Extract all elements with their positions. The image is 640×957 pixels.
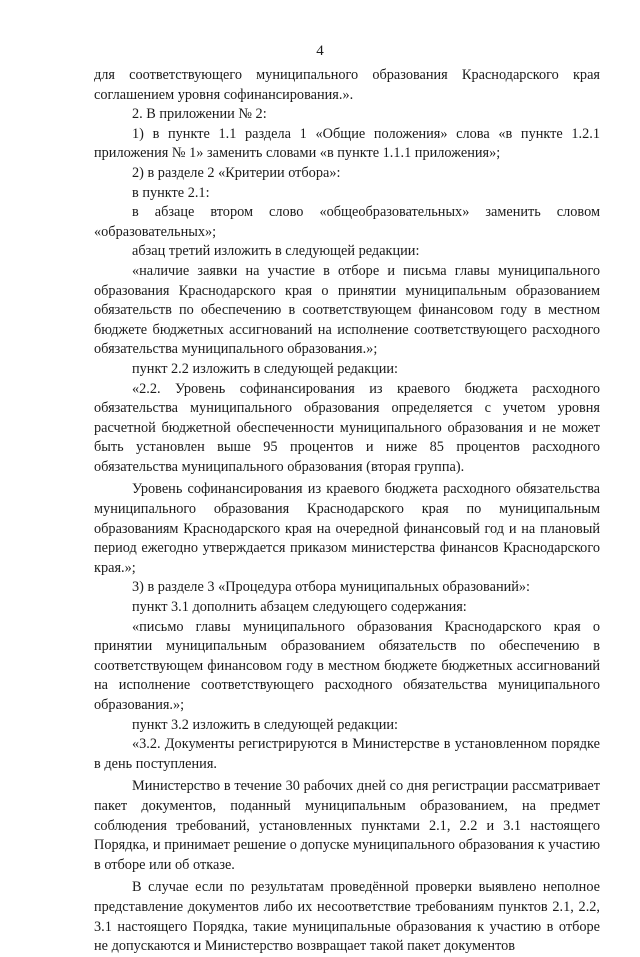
paragraph-subitem-2: 2) в разделе 2 «Критерии отбора»: <box>132 164 341 181</box>
paragraph-abzac-3-intro: абзац третий изложить в следующей редакции: <box>132 243 420 260</box>
paragraph-point-2-2-intro: пункт 2.2 изложить в следующей редакции: <box>132 360 399 377</box>
paragraph-continuation: для соответствующего муниципального образования Краснодарского края соглашением уровня софинансирования.». <box>94 67 600 103</box>
paragraph-quote-letter: «письмо главы муниципального образования Краснодарского края о принятии муниципальным образованием обязательств по обеспечению в соответствующем финансовом году в местном бюджете бюджетных ассигнований на исполнение соответствующего расходного обязательства муниципального образования.»; <box>94 618 600 713</box>
paragraph-subitem-3: 3) в разделе 3 «Процедура отбора муниципальных образований»: <box>132 579 531 596</box>
paragraph-subitem-1: 1) в пункте 1.1 раздела 1 «Общие положения» слова «в пункте 1.2.1 приложения № 1» заменить словами «в пункте 1.1.1 приложения»; <box>94 125 600 162</box>
paragraph-incomplete-documents: В случае если по результатам проведённой проверки выявлено неполное представление документов либо их несоответствие требованиям пунктов 2.1, 2.2, 3.1 настоящего Порядка, такие муниципальные образования к участию в отборе не допускаются и Министерство возвращает такой пакет документов <box>94 879 600 955</box>
paragraph-quote-3-2: «3.2. Документы регистрируются в Министерстве в установленном порядке в день поступления. <box>94 736 600 772</box>
paragraph-quote-application: «наличие заявки на участие в отборе и письма главы муниципального образования Краснодарского края о принятии муниципальным образованием обязательств по обеспечению в соответствующем финансовом году в местном бюджете бюджетных ассигнований на исполнение соответствующего расходного обязательства муниципального образования.»; <box>94 262 600 358</box>
document-body <box>94 66 600 957</box>
page-number: 4 <box>316 43 324 59</box>
paragraph-cofinancing-level: Уровень софинансирования из краевого бюджета расходного обязательства муниципального образования Краснодарского края по муниципальным образованиям Краснодарского края на очередной финансовый год и на плановый период ежегодно утверждается приказом министерства финансов Краснодарского края.»; <box>94 481 600 576</box>
paragraph-point-3-2-intro: пункт 3.2 изложить в следующей редакции: <box>132 716 399 733</box>
paragraph-ministry-review: Министерство в течение 30 рабочих дней со дня регистрации рассматривает пакет документов, поданный муниципальным образованием, на предмет соблюдения требований, установленных пунктами 2.1, 2.2 и 3.1 настоящего Порядка, и принимает решение о допуске муниципального образования к участию в отборе или об отказе. <box>94 778 600 873</box>
paragraph-point-2-1: в пункте 2.1: <box>132 184 210 201</box>
paragraph-item-2: 2. В приложении № 2: <box>132 106 267 123</box>
paragraph-point-3-1-intro: пункт 3.1 дополнить абзацем следующего содержания: <box>132 599 467 616</box>
paragraph-abzac-2: в абзаце втором слово «общеобразовательных» заменить словом «образовательных»; <box>94 204 600 240</box>
paragraph-quote-2-2: «2.2. Уровень софинансирования из краевого бюджета расходного обязательства муниципального образования определяется с учетом уровня расчетной бюджетной обеспеченности муниципального образования и не может быть установлен выше 95 процентов и ниже 85 процентов расходного обязательства муниципального образования (вторая группа). <box>94 380 600 475</box>
